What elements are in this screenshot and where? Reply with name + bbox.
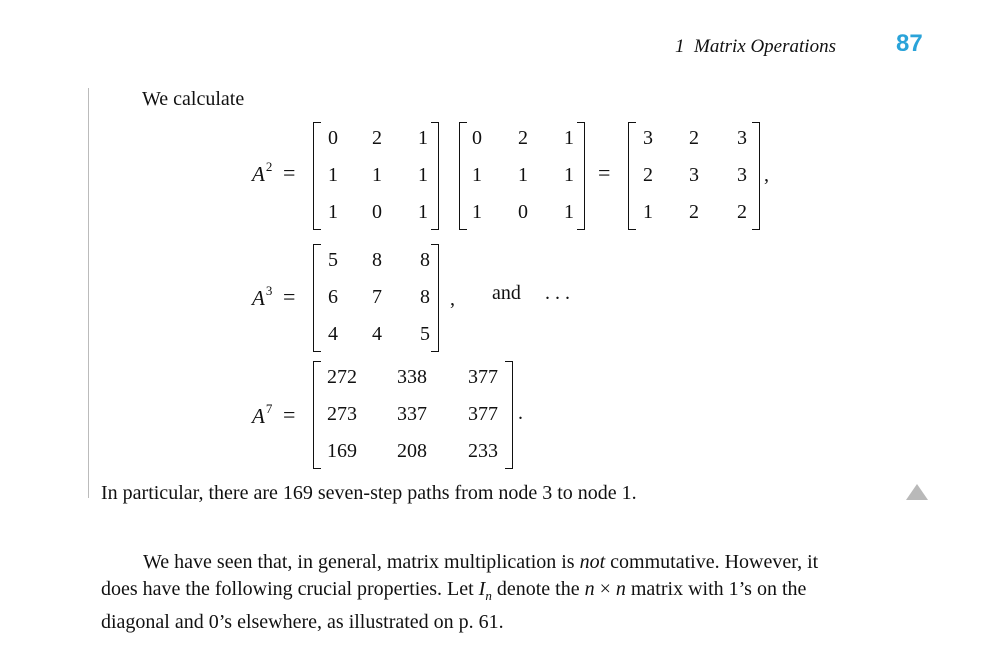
matrix-entry: 0 <box>472 127 482 149</box>
matrix-entry: 5 <box>328 249 338 271</box>
eq1-mid-equals: = <box>598 160 611 185</box>
matrix-entry: 1 <box>418 164 428 186</box>
matrix-entry: 2 <box>518 127 528 149</box>
paragraph-line-3: diagonal and 0’s elsewhere, as illustrated on p. 61. <box>101 611 504 633</box>
matrix-entry: 6 <box>328 286 338 308</box>
conclusion-text: In particular, there are 169 seven-step paths from node 3 to node 1. <box>101 482 637 504</box>
body-paragraph <box>101 549 931 636</box>
matrix-entry: 3 <box>689 164 699 186</box>
matrix-entry: 0 <box>518 201 528 223</box>
cut-off-next-line <box>97 642 927 650</box>
eq1-lhs: $A^2$ <box>252 159 273 186</box>
example-margin-bar <box>88 88 89 498</box>
eq1-matrix-result <box>628 122 760 230</box>
eq1-equals: = <box>283 160 296 185</box>
matrix-entry: 3 <box>643 127 653 149</box>
matrix-entry: 337 <box>397 403 427 425</box>
matrix-entry: 3 <box>737 127 747 149</box>
matrix-entry: 169 <box>327 440 357 462</box>
eq3-matrix <box>313 361 513 469</box>
matrix-entry: 3 <box>737 164 747 186</box>
chapter-title: 1 Matrix Operations <box>675 36 836 57</box>
eq2-ellipsis: . . . <box>545 282 570 304</box>
matrix-entry: 2 <box>737 201 747 223</box>
matrix-entry: 7 <box>372 286 382 308</box>
eq1-matrix-a <box>313 122 439 230</box>
matrix-entry: 1 <box>643 201 653 223</box>
matrix-entry: 377 <box>468 403 498 425</box>
matrix-entry: 4 <box>328 323 338 345</box>
matrix-entry: 2 <box>689 127 699 149</box>
matrix-entry: 5 <box>420 323 430 345</box>
matrix-entry: 1 <box>472 201 482 223</box>
eq2-lhs: $A^3$ <box>252 283 273 310</box>
matrix-entry: 1 <box>518 164 528 186</box>
matrix-entry: 233 <box>468 440 498 462</box>
eq3-period: . <box>518 402 523 424</box>
matrix-entry: 208 <box>397 440 427 462</box>
eq2-equals: = <box>283 284 296 309</box>
matrix-entry: 377 <box>468 366 498 388</box>
matrix-entry: 1 <box>472 164 482 186</box>
matrix-entry: 1 <box>372 164 382 186</box>
matrix-entry: 0 <box>372 201 382 223</box>
eq2-and: and <box>492 282 521 304</box>
matrix-entry: 4 <box>372 323 382 345</box>
matrix-entry: 273 <box>327 403 357 425</box>
matrix-entry: 2 <box>689 201 699 223</box>
matrix-entry: 2 <box>372 127 382 149</box>
end-of-example-triangle-icon <box>906 484 928 500</box>
page-number: 87 <box>896 30 923 57</box>
matrix-entry: 2 <box>643 164 653 186</box>
matrix-entry: 8 <box>420 286 430 308</box>
matrix-entry: 1 <box>564 201 574 223</box>
matrix-entry: 1 <box>328 164 338 186</box>
matrix-entry: 8 <box>420 249 430 271</box>
paragraph-line-1: We have seen that, in general, matrix multiplication is not commutative. However, it <box>143 551 819 573</box>
eq3-lhs: $A^7$ <box>252 401 273 428</box>
matrix-entry: 272 <box>327 366 357 388</box>
matrix-entry: 8 <box>372 249 382 271</box>
matrix-entry: 1 <box>564 164 574 186</box>
eq2-matrix <box>313 244 439 352</box>
eq1-comma: , <box>764 164 769 186</box>
eq2-comma: , <box>450 288 455 310</box>
matrix-entry: 1 <box>418 201 428 223</box>
eq3-equals: = <box>283 402 296 427</box>
matrix-entry: 1 <box>328 201 338 223</box>
paragraph-line-2: does have the following crucial properties. Let $I_n$ denote the n × n matrix with 1’s on the <box>101 578 807 603</box>
eq1-matrix-a-second <box>459 122 585 230</box>
matrix-entry: 1 <box>564 127 574 149</box>
matrix-entry: 1 <box>418 127 428 149</box>
matrix-entry: 338 <box>397 366 427 388</box>
matrix-entry: 0 <box>328 127 338 149</box>
intro-text: We calculate <box>142 88 245 110</box>
